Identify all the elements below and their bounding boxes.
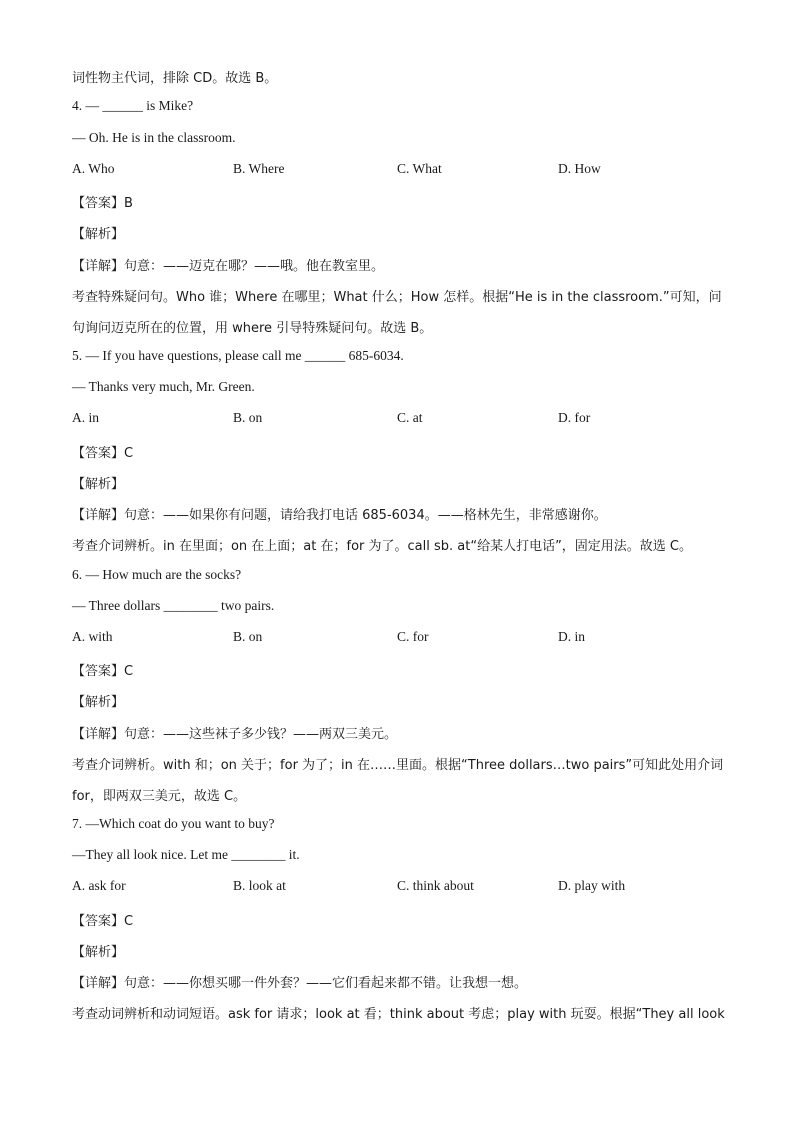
question-4-reply: — Oh. He is in the classroom. — [72, 130, 236, 145]
q4-option-b: B. Where — [233, 161, 285, 176]
q7-answer: 【答案】C — [72, 914, 134, 929]
q6-answer: 【答案】C — [72, 664, 134, 679]
q4-analysis-label: 【解析】 — [72, 227, 125, 242]
q5-explanation-1: 考查介词辨析。in 在里面；on 在上面；at 在；for 为了。call sb. at“给某人打电话”，固定用法。故选 C。 — [72, 539, 693, 554]
q4-option-a: A. Who — [72, 161, 115, 176]
q5-option-b: B. on — [233, 410, 263, 425]
question-4-stem: 4. — ______ is Mike? — [72, 98, 194, 113]
q5-option-a: A. in — [72, 410, 99, 425]
q6-option-a: A. with — [72, 629, 113, 644]
q4-option-c: C. What — [397, 161, 442, 176]
q4-explanation-2: 句询问迈克所在的位置，用 where 引导特殊疑问句。故选 B。 — [72, 321, 433, 336]
q5-analysis-label: 【解析】 — [72, 477, 125, 492]
q6-option-d: D. in — [558, 629, 585, 644]
question-6-reply: — Three dollars ________ two pairs. — [72, 598, 275, 613]
q7-detail: 【详解】句意：——你想买哪一件外套？——它们看起来都不错。让我想一想。 — [72, 976, 528, 991]
q6-explanation-1: 考查介词辨析。with 和；on 关于；for 为了；in 在……里面。根据“Three dollars…two pairs”可知此处用介词 — [72, 758, 724, 773]
q7-explanation-1: 考查动词辨析和动词短语。ask for 请求；look at 看；think about 考虑；play with 玩耍。根据“They all look — [72, 1007, 725, 1022]
q7-analysis-label: 【解析】 — [72, 945, 125, 960]
q6-explanation-2: for，即两双三美元，故选 C。 — [72, 789, 247, 804]
q5-option-d: D. for — [558, 410, 591, 425]
q5-answer: 【答案】C — [72, 446, 134, 461]
q7-option-d: D. play with — [558, 878, 626, 893]
q4-option-d: D. How — [558, 161, 601, 176]
q7-option-c: C. think about — [397, 878, 474, 893]
text-line: 词性物主代词，排除 CD。故选 B。 — [72, 71, 278, 86]
q6-detail: 【详解】句意：——这些袜子多少钱？——两双三美元。 — [72, 727, 398, 742]
question-6-stem: 6. — How much are the socks? — [72, 567, 242, 582]
q4-explanation-1: 考查特殊疑问句。Who 谁；Where 在哪里；What 什么；How 怎样。根据“He is in the classroom.”可知，问 — [72, 290, 722, 305]
q6-option-b: B. on — [233, 629, 263, 644]
question-5-stem: 5. — If you have questions, please call me ______ 685-6034. — [72, 348, 404, 363]
q5-option-c: C. at — [397, 410, 423, 425]
question-7-stem: 7. —Which coat do you want to buy? — [72, 816, 275, 831]
q4-detail: 【详解】句意：——迈克在哪？——哦。他在教室里。 — [72, 259, 385, 274]
q5-detail: 【详解】句意：——如果你有问题，请给我打电话 685-6034。——格林先生，非常感谢你。 — [72, 508, 607, 523]
question-7-reply: —They all look nice. Let me ________ it. — [72, 847, 300, 862]
q6-analysis-label: 【解析】 — [72, 695, 125, 710]
q6-option-c: C. for — [397, 629, 429, 644]
q7-option-b: B. look at — [233, 878, 286, 893]
q7-option-a: A. ask for — [72, 878, 126, 893]
q4-answer: 【答案】B — [72, 196, 133, 211]
question-5-reply: — Thanks very much, Mr. Green. — [72, 379, 255, 394]
